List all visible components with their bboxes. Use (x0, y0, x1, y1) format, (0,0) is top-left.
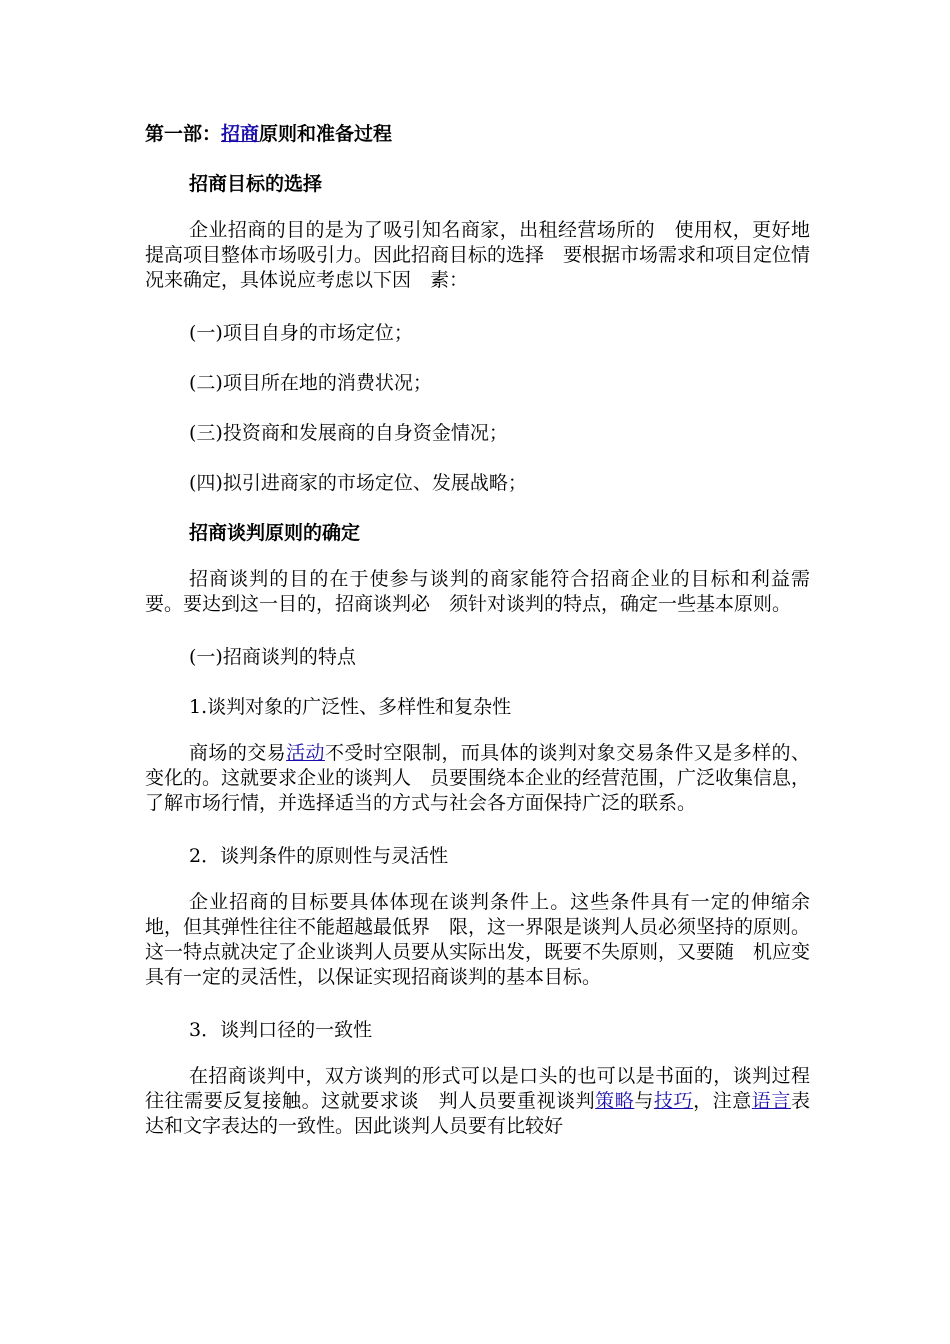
section2-heading: 招商谈判原则的确定 (189, 522, 361, 544)
document-page (145, 118, 810, 1163)
point3-text-a: 在招商谈判中，双方谈判的形式可以是口头的也可以是书面的，谈判过程往往需要反复接触。这就要求谈 判人员要重视谈判 (145, 1065, 810, 1112)
title-prefix: 第一部： (145, 123, 222, 145)
point3-text-c: ，注意 (693, 1090, 752, 1112)
section1-item-1: (一)项目自身的市场定位； (189, 322, 413, 344)
section1-item-2: (二)项目所在地的消费状况； (189, 372, 432, 394)
point1-text-b: 不受时空限制，而具体的谈判对象交易条件又是多样的、变化的。这就要求企业的谈判人 员要围绕本企业的经营范围，广泛收集信息，了解市场行情，并选择适当的方式与社会各方面保持广泛的联系。 (145, 742, 811, 814)
section2-intro: 招商谈判的目的在于使参与谈判的商家能符合招商企业的目标和利益需要。要达到这一目的，招商谈判必 须针对谈判的特点，确定一些基本原则。 (145, 568, 810, 615)
point3-text-b: 与 (634, 1090, 654, 1112)
section1-heading: 招商目标的选择 (189, 173, 323, 195)
document-title (145, 118, 810, 150)
point2-text: 企业招商的目标要具体体现在谈判条件上。这些条件具有一定的伸缩余地，但其弹性往往不能超越最低界 限，这一界限是谈判人员必须坚持的原则。这一特点就决定了企业谈判人员要从实际出发，既要不失原则，又要随 机应变具有一定的灵活性，以保证实现招商谈判的基本目标。 (145, 891, 811, 988)
point3-text (145, 1064, 810, 1139)
section1-item-3: (三)投资商和发展商的自身资金情况； (189, 422, 508, 444)
point1-title: 1.谈判对象的广泛性、多样性和复杂性 (189, 696, 512, 718)
point1-link-huodong[interactable]: 活动 (286, 742, 325, 764)
point1-text (145, 741, 810, 816)
section1-item-4: (四)拟引进商家的市场定位、发展战略； (189, 472, 527, 494)
point3-text-d: 表达和文字表达的一致性。因此谈判人员要有比较好 (145, 1090, 810, 1137)
section2-sub1-title: (一)招商谈判的特点 (189, 646, 356, 668)
point2-title: 2．谈判条件的原则性与灵活性 (189, 845, 449, 867)
point3-title: 3．谈判口径的一致性 (189, 1019, 373, 1041)
point1-text-a: 商场的交易 (189, 742, 287, 764)
point3-link-celue[interactable]: 策略 (595, 1090, 635, 1112)
title-link-zhaoshang[interactable]: 招商 (221, 123, 260, 145)
point3-link-yuyan[interactable]: 语言 (751, 1090, 791, 1112)
section1-intro: 企业招商的目的是为了吸引知名商家，出租经营场所的 使用权，更好地提高项目整体市场吸引力。因此招商目标的选择 要根据市场需求和项目定位情况来确定，具体说应考虑以下因 素： (145, 219, 811, 291)
title-suffix: 原则和准备过程 (259, 123, 393, 145)
point3-link-jiqiao[interactable]: 技巧 (653, 1090, 694, 1112)
